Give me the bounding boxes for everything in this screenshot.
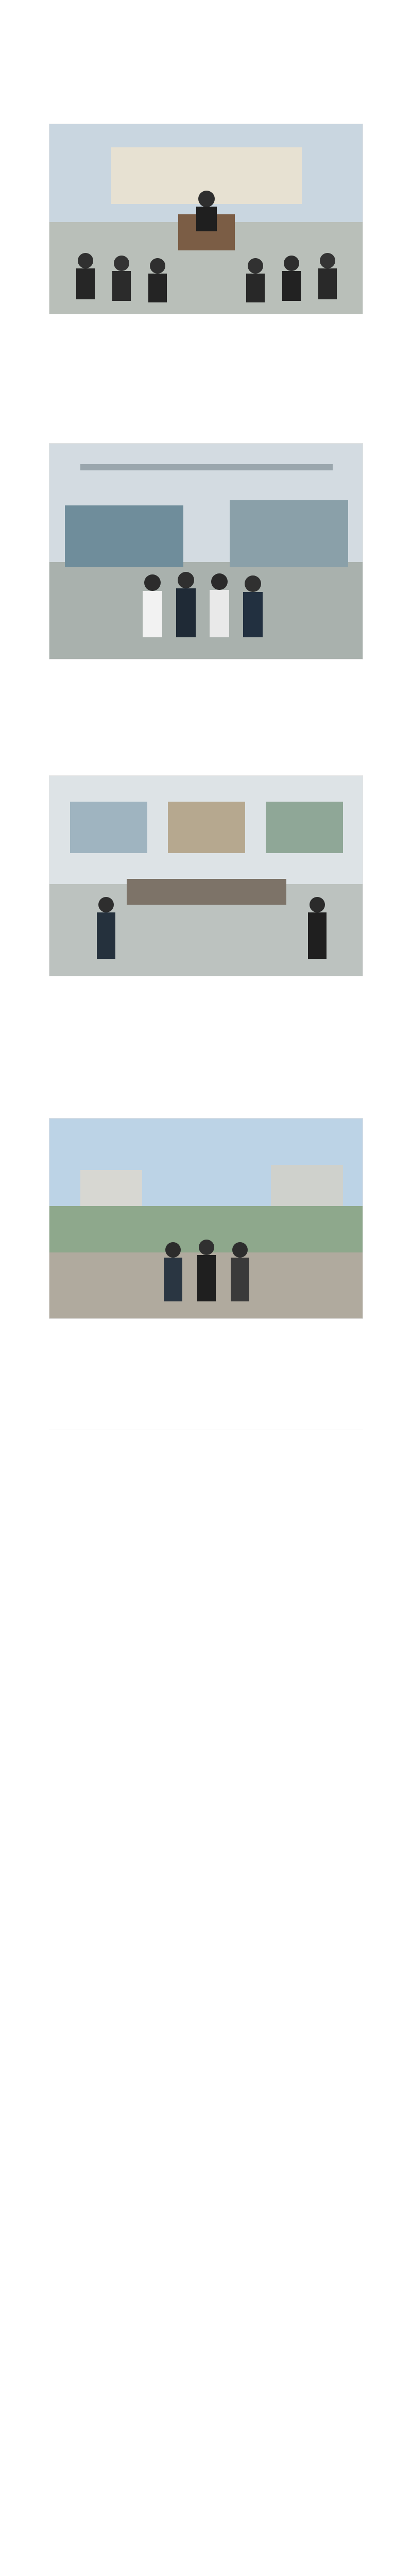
- photo-caption: [49, 984, 363, 1108]
- factory-scene: [49, 444, 363, 659]
- outdoor-scene: [49, 1118, 363, 1319]
- exhibit-table: [127, 879, 286, 905]
- article-photo-exhibition: [49, 775, 363, 976]
- article-body: [49, 1437, 363, 2576]
- visit-group: [164, 1240, 249, 1301]
- machine-left: [65, 505, 183, 567]
- article-byline: [77, 103, 335, 116]
- article-kicker: [52, 9, 360, 26]
- exhibition-scene: [49, 776, 363, 976]
- meeting-scene: [49, 124, 363, 314]
- article-photo-meeting: [49, 124, 363, 314]
- machine-right: [230, 500, 348, 567]
- building: [80, 1170, 142, 1206]
- photo-caption: [49, 667, 363, 765]
- hall-floor: [49, 562, 363, 659]
- display-panel: [70, 802, 147, 853]
- photo-caption: [49, 322, 363, 433]
- building: [271, 1165, 343, 1206]
- article-headline: [15, 31, 397, 98]
- speaker-body: [196, 207, 217, 231]
- display-panel: [168, 802, 245, 853]
- overhead-beam: [80, 464, 333, 470]
- speaker-head: [198, 191, 215, 207]
- article-photo-outdoor: [49, 1118, 363, 1319]
- photo-caption: [49, 1327, 363, 1425]
- display-panel: [266, 802, 343, 853]
- article-photo-factory: [49, 443, 363, 659]
